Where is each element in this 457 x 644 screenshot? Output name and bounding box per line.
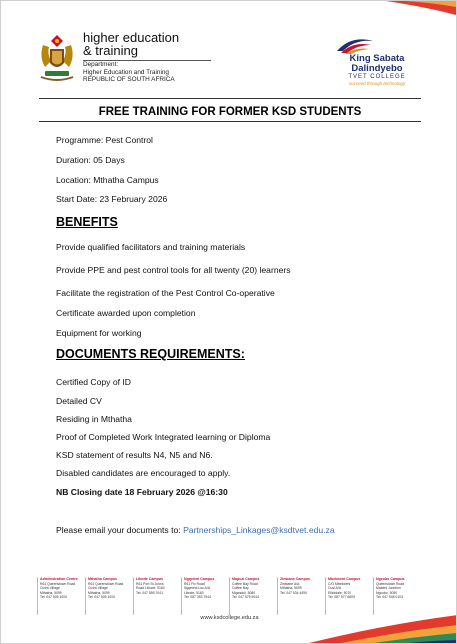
campus-name: Mbekweni Campus bbox=[328, 577, 361, 581]
campus-phone: Tel: 047 505 1000 bbox=[88, 594, 115, 599]
document-item: Proof of Completed Work Integrated learning or Diploma bbox=[56, 432, 271, 442]
campus-address-line: Elliotdale, 5070 bbox=[328, 590, 352, 595]
detail-location: Location: Mthatha Campus bbox=[56, 175, 159, 185]
campus-address-line: Zimbane A/A bbox=[280, 582, 300, 586]
campus-address-line: R61 Fix Road bbox=[184, 582, 205, 586]
dhet-line-2: & training bbox=[83, 43, 138, 58]
campus-address-line: R61 Queenstown Road bbox=[40, 582, 76, 586]
campus-address-line: Road Libode, 5160 bbox=[136, 586, 165, 591]
campus-zimbane bbox=[277, 577, 325, 615]
document-item: Residing in Mthatha bbox=[56, 414, 132, 424]
ksd-name-line-3: TVET COLLEGE bbox=[348, 74, 406, 80]
campus-address-line: Mthatha, 5099 bbox=[280, 586, 302, 591]
detail-programme: Programme: Pest Control bbox=[56, 135, 153, 145]
campus-phone: Tel: 047 548 0103 bbox=[376, 594, 403, 599]
campus-address-line: C/O Mbekweni bbox=[328, 582, 351, 586]
campus-name: Zimbane Campus bbox=[280, 577, 310, 581]
benefit-item: Provide PPE and pest control tools for all twenty (20) learners bbox=[56, 265, 291, 275]
campus-admin-centre bbox=[37, 577, 85, 615]
coat-of-arms-icon bbox=[37, 31, 77, 83]
campus-address-line: Cusi A/A bbox=[328, 586, 342, 591]
campus-phone: Tel: 047 534 4490 bbox=[280, 590, 307, 595]
campus-address-line: Coffee Bay bbox=[232, 586, 249, 591]
campus-ngcobo bbox=[373, 577, 421, 615]
campus-ngqeleni bbox=[181, 577, 229, 615]
page-title: FREE TRAINING FOR FORMER KSD STUDENTS bbox=[98, 106, 362, 118]
document-item: Disabled candidates are encouraged to apply. bbox=[56, 468, 231, 478]
campus-name: Ngcobo Campus bbox=[376, 577, 405, 581]
campus-address-line: Queenstown Road bbox=[376, 582, 405, 586]
documents-heading: DOCUMENTS REQUIREMENTS: bbox=[56, 347, 245, 361]
campus-address-line: Mthatha, 5099 bbox=[40, 590, 62, 595]
detail-start-date: Start Date: 23 February 2026 bbox=[56, 194, 168, 204]
benefit-item: Facilitate the registration of the Pest Control Co-operative bbox=[56, 288, 275, 298]
dhet-divider bbox=[83, 60, 211, 61]
campus-address-line: Mabeni Junction bbox=[376, 586, 401, 591]
campus-name: Libode Campus bbox=[136, 577, 163, 581]
benefits-heading: BENEFITS bbox=[56, 215, 118, 229]
campus-name: Administration Centre bbox=[40, 577, 78, 581]
email-link[interactable]: Partnerships_Linkages@ksdtvet.edu.za bbox=[183, 525, 335, 535]
benefit-item: Certificate awarded upon completion bbox=[56, 308, 196, 318]
document-item: Detailed CV bbox=[56, 396, 102, 406]
dhet-country: REPUBLIC OF SOUTH AFRICA bbox=[83, 76, 175, 83]
email-prefix: Please email your documents to: bbox=[56, 525, 184, 535]
campus-address-line: R61 Queenstown Road bbox=[88, 582, 124, 586]
campus-phone: Tel: 047 505 1000 bbox=[40, 594, 67, 599]
benefit-item: Provide qualified facilitators and training materials bbox=[56, 242, 246, 252]
dhet-logo-text bbox=[83, 31, 179, 84]
corner-swoosh-decoration bbox=[386, 1, 456, 23]
campus-mapuzi bbox=[229, 577, 277, 615]
ksd-name-line-1: King Sabata bbox=[349, 53, 405, 64]
campus-phone: Tel: 087 353 7944 bbox=[184, 594, 211, 599]
campus-address-line: Ngqeleni Loc A/A bbox=[184, 586, 211, 591]
campus-address-line: R61 Port St Johns bbox=[136, 582, 164, 586]
closing-date: NB Closing date 18 February 2026 @16:30 bbox=[56, 487, 228, 497]
campus-address-line: Cicira Village bbox=[88, 586, 108, 591]
detail-duration: Duration: 05 Days bbox=[56, 155, 125, 165]
campus-address-line: Coffee Bay Road bbox=[232, 582, 258, 586]
document-item: KSD statement of results N4, N5 and N6. bbox=[56, 450, 213, 460]
campus-address-line: Mthatha, 5099 bbox=[88, 590, 110, 595]
dhet-department-name: Higher Education and Training bbox=[83, 68, 169, 76]
benefit-item: Equipment for working bbox=[56, 328, 142, 338]
campus-address-line: Cicira Village bbox=[40, 586, 60, 591]
email-instruction bbox=[56, 525, 335, 535]
campus-name: Mthatha Campus bbox=[88, 577, 117, 581]
header-rule-bottom bbox=[39, 121, 421, 122]
header-rule-top bbox=[39, 98, 421, 99]
campus-name: Ngqeleni Campus bbox=[184, 577, 215, 581]
campus-phone: Tel: 047 555 7041 bbox=[136, 590, 163, 595]
dhet-department-label: Department: bbox=[83, 61, 119, 68]
campus-phone: Tel: 087 577 6809 bbox=[328, 594, 355, 599]
document-item: Certified Copy of ID bbox=[56, 377, 131, 387]
campus-address-line: Libode, 5160 bbox=[184, 590, 204, 595]
campus-footer bbox=[37, 577, 419, 615]
footer-website[interactable]: www.ksdcollege.edu.za bbox=[200, 615, 259, 621]
campus-phone: Tel: 047 575 9044 bbox=[232, 594, 259, 599]
campus-name: Mapuzi Campus bbox=[232, 577, 260, 581]
campus-address-line: Ngcobo, 5050 bbox=[376, 590, 398, 595]
dhet-line-1: higher education bbox=[83, 30, 180, 45]
ksd-college-logo bbox=[319, 31, 439, 87]
campus-mbekweni bbox=[325, 577, 373, 615]
campus-address-line: Mqanduli, 5080 bbox=[232, 590, 256, 595]
campus-mthatha bbox=[85, 577, 133, 615]
ksd-swoosh-icon bbox=[335, 33, 375, 55]
ksd-name-line-2: Dalindyebo bbox=[351, 63, 403, 74]
letterhead bbox=[37, 29, 437, 95]
ksd-tagline: succeed through technology bbox=[348, 81, 406, 86]
campus-libode bbox=[133, 577, 181, 615]
